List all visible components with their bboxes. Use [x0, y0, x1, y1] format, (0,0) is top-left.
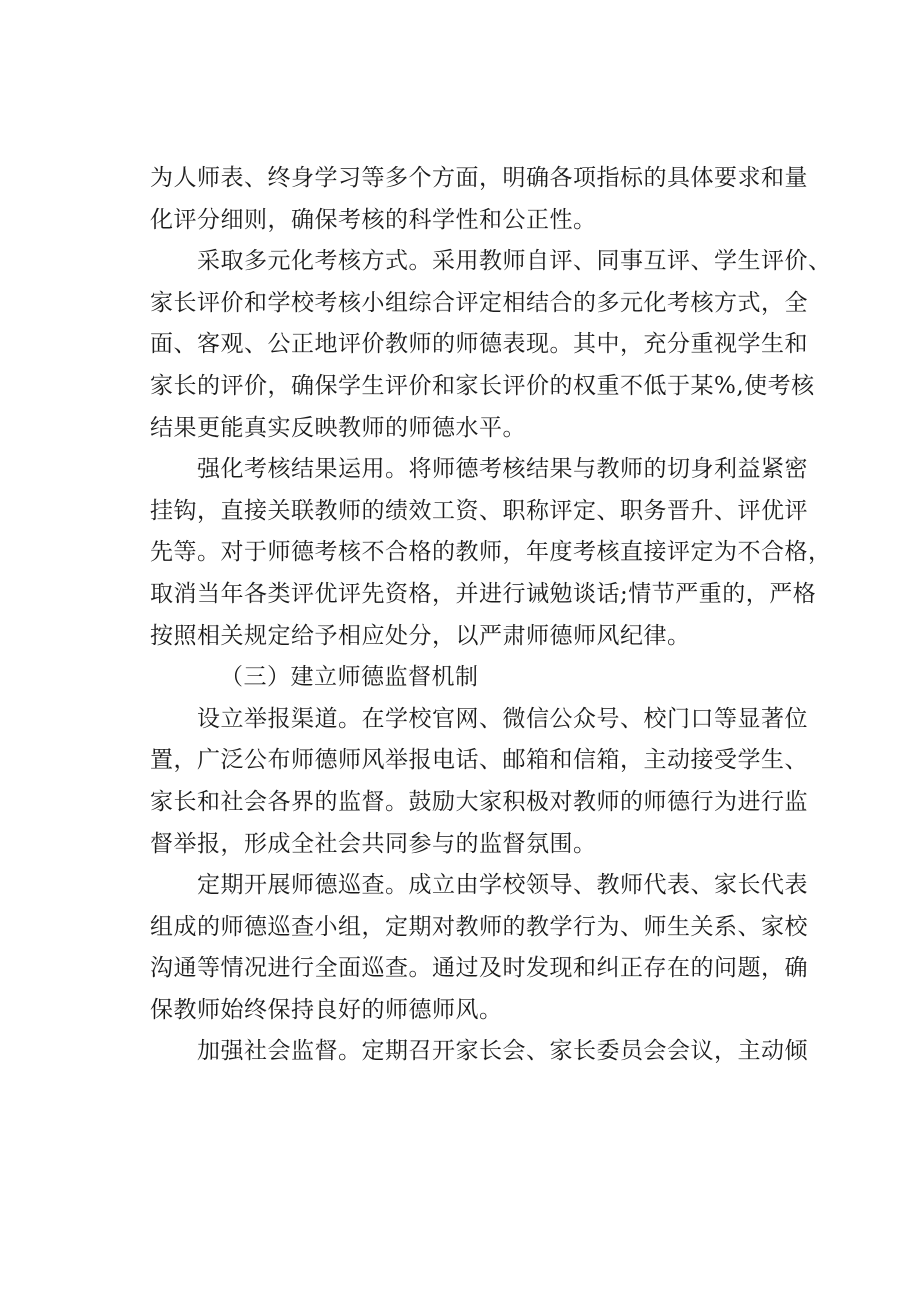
text-line: 定期开展师德巡查。成立由学校领导、教师代表、家长代表 [197, 872, 808, 899]
text-line: 为人师表、终身学习等多个方面，明确各项指标的具体要求和量 [150, 165, 808, 191]
document-body [150, 158, 832, 1073]
section-heading: （三）建立师德监督机制 [220, 664, 479, 691]
text-line: 结果更能真实反映教师的师德水平。 [150, 414, 526, 441]
text-line: 设立举报渠道。在学校官网、微信公众号、校门口等显著位 [197, 705, 808, 732]
text-line: 面、客观、公正地评价教师的师德表现。其中，充分重视学生和 [150, 331, 808, 358]
text-line: 加强社会监督。定期召开家长会、家长委员会会议，主动倾 [197, 1038, 808, 1065]
text-line: 化评分细则，确保考核的科学性和公正性。 [150, 206, 597, 233]
text-line: 家长的评价，确保学生评价和家长评价的权重不低于某%,使考核 [150, 372, 815, 399]
text-line: 按照相关规定给予相应处分，以严肃师德师风纪律。 [150, 622, 691, 649]
text-line: 家长和社会各界的监督。鼓励大家积极对教师的师德行为进行监 [150, 788, 808, 815]
text-line: 保教师始终保持良好的师德师风。 [150, 996, 503, 1023]
text-line: 组成的师德巡查小组，定期对教师的教学行为、师生关系、家校 [150, 913, 808, 940]
text-line: 督举报，形成全社会共同参与的监督氛围。 [150, 830, 597, 857]
text-line: 沟通等情况进行全面巡查。通过及时发现和纠正存在的问题，确 [150, 955, 808, 982]
text-line: 挂钩，直接关联教师的绩效工资、职称评定、职务晋升、评优评 [150, 497, 808, 524]
text-line: 家长评价和学校考核小组综合评定相结合的多元化考核方式，全 [150, 289, 808, 316]
text-line: 先等。对于师德考核不合格的教师，年度考核直接评定为不合格， [150, 539, 832, 566]
text-line: 置，广泛公布师德师风举报电话、邮箱和信箱，主动接受学生、 [150, 747, 808, 774]
text-line: 强化考核结果运用。将师德考核结果与教师的切身利益紧密 [197, 456, 808, 483]
text-line: 取消当年各类评优评先资格，并进行诫勉谈话;情节严重的，严格 [150, 580, 817, 607]
text-line: 采取多元化考核方式。采用教师自评、同事互评、学生评价、 [197, 248, 832, 275]
